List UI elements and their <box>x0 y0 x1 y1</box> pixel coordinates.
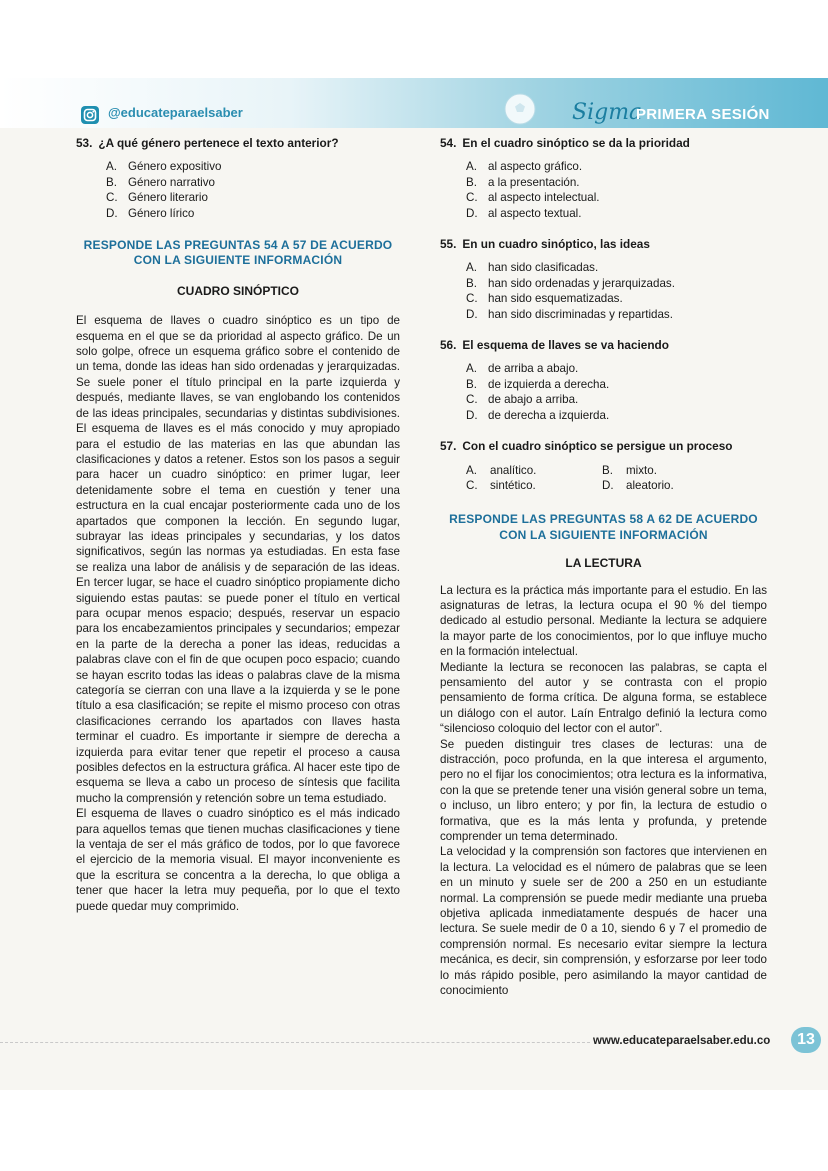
reading-paragraph: El esquema de llaves o cuadro sinóptico es el más indicado para aquellos temas que tienen muchas clasificaciones y tiene la ventaja de ser el más gráfico de todos, por lo que favorece el ejercicio de la memoria visual. El mayor inconveniente es que la escritura se concentra a la derecha, lo que obliga a tener que hacer la letra muy pequeña, por lo que el texto puede quedar muy comprimido. <box>76 807 400 913</box>
option-marked: B. han sido ordenadas y jerarquizadas. <box>466 276 675 290</box>
option: A. Género expositivo <box>106 160 222 174</box>
right-column <box>440 136 767 999</box>
soccer-ball-icon <box>503 92 537 126</box>
reading-title: LA LECTURA <box>565 556 642 571</box>
option: D. al aspecto textual. <box>466 206 582 220</box>
reading-paragraph: Mediante la lectura se reconocen las palabras, se capta el pensamiento del autor y se contrasta con el propio pensamiento de forma crítica. De alguna forma, se establece un diálogo con el autor. Laín Entralgo definió la lectura como “silencioso coloquio del lector con el autor”. <box>440 660 767 736</box>
option: D. han sido discriminadas y repartidas. <box>466 307 673 321</box>
reading-paragraph: Se pueden distinguir tres clases de lecturas: una de distracción, poco profunda, en la que interesa el argumento, pero no el fijar los conocimientos; otra lectura es la informativa, con la que se pretende tener una visión general sobre un tema, o incluso, un libro entero; y por fin, la lectura de estudio o formativa, que es la más lenta y profunda, y pretende comprender un tema determinado. <box>440 737 767 844</box>
option: D. aleatorio. <box>602 478 674 492</box>
option: B. de izquierda a derecha. <box>466 377 610 391</box>
question-56-options <box>466 361 767 423</box>
question-57: 57. Con el cuadro sinóptico se persigue un proceso <box>440 439 733 454</box>
footer-divider <box>0 1042 590 1043</box>
option: C. sintético. <box>466 478 536 492</box>
option: C. Género literario <box>106 191 208 205</box>
option: D. de derecha a izquierda. <box>466 408 610 422</box>
page-number-badge: 13 <box>791 1027 821 1053</box>
option: C. han sido esquematizadas. <box>466 292 623 306</box>
option: B. mixto. <box>602 463 657 477</box>
reading-paragraph: El esquema de llaves o cuadro sinóptico es un tipo de esquema en el que se da prioridad al aspecto gráfico. De un solo golpe, ofrece un esquema gráfico sobre el contenido de un tema, donde las ideas han sido ordenadas y jerarquizadas. Se suele poner el título principal en la parte izquierda y después, mediante llaves, se van englobando los contenidos de las ideas principales, secundarias y distintas subdivisiones. El esquema de llaves es el más conocido y muy apropiado para el estudio de las materias en las que abundan las clasificaciones y datos a retener. Estos son los pasos a seguir para hacer un cuadro sinóptico: en primer lugar, leer detenidamente sobre el tema en cuestión y tener una estructura en la cual encajar posteriormente cada uno de los apartados que componen la lección. En segundo lugar, subrayar las ideas principales y secundarias, y los datos significativos, según las normas ya estudiadas. En esta fase se realiza una labor de análisis y de separación de las ideas. En tercer lugar, se hace el cuadro sinóptico propiamente dicho siguiendo estas pautas: se puede poner el título en vertical para ocupar menos espacio; después, reservar un espacio para los encabezamientos principales y secundarios; empezar en la parte de la derecha a poner las ideas, reducidas a palabras clave con el fin de que ocupen poco espacio; cuando se hayan escrito todas las ideas o palabras clave de la misma categoría se cierran con una llave a la izquierda y se le pone título a esa clasificación; se repite el mismo proceso con otras clasificaciones cerrando los apartados con llaves hasta terminar el cuadro. Es importante ir siempre de derecha a izquierda para evitar tener que repetir el proceso a causa posibles defectos en la estructura gráfica. Al hacer este tipo de esquema se lleva a cabo un proceso de síntesis que facilita mucho la comprensión y retención sobre un tema estudiado. <box>76 314 400 805</box>
question-53: 53. ¿A qué género pertenece el texto anterior? <box>76 136 339 150</box>
footer-url: www.educateparaelsaber.edu.co <box>593 1035 771 1047</box>
option: A. analítico. <box>466 463 537 477</box>
left-column <box>76 136 400 914</box>
reading-paragraph: La velocidad y la comprensión son factores que intervienen en la lectura. La velocidad es el número de palabras que se leen en un minuto y suele ser de 200 a 250 en un estudiante normal. La comprensión se puede medir mediante una prueba objetiva aplicada inmediatamente después de hacer una lectura. Se suele medir de 0 a 10, siendo 6 y 7 el promedio de comprensión normal. Es necesario evitar siempre la lectura mecánica, es decir, sin comprensión, y esforzarse por leer todo lo más rápido posible, pero asimilando la mayor cantidad de conocimiento <box>440 845 767 998</box>
session-title: PRIMERA SESIÓN <box>636 106 770 123</box>
social-handle: @educateparaelsaber <box>108 105 243 120</box>
question-53-options <box>106 159 400 221</box>
section-instruction: RESPONDE LAS PREGUNTAS 58 A 62 DE ACUERDO CON LA SIGUIENTE INFORMACIÓN <box>449 512 758 542</box>
option: D. Género lírico <box>106 206 195 220</box>
instagram-icon <box>81 106 99 124</box>
option: C. al aspecto intelectual. <box>466 191 600 205</box>
option: A. han sido clasificadas. <box>466 261 599 275</box>
option: A. de arriba a abajo. <box>466 362 579 376</box>
question-57-options <box>466 463 767 494</box>
worksheet-page <box>0 78 828 1090</box>
option: C. de abajo a arriba. <box>466 393 579 407</box>
reading-title: CUADRO SINÓPTICO <box>176 283 299 298</box>
question-54: 54. En el cuadro sinóptico se da la prioridad <box>440 136 690 150</box>
option: A. al aspecto gráfico. <box>466 160 583 174</box>
question-54-options <box>466 159 767 221</box>
question-55-options <box>466 260 767 322</box>
question-56: 56. El esquema de llaves se va haciendo <box>440 338 669 353</box>
section-instruction: RESPONDE LAS PREGUNTAS 54 A 57 DE ACUERDO CON LA SIGUIENTE INFORMACIÓN <box>83 238 393 268</box>
question-55: 55. En un cuadro sinóptico, las ideas <box>440 237 650 252</box>
option: B. a la presentación. <box>466 175 580 189</box>
option: B. Género narrativo <box>106 175 215 189</box>
reading-paragraph: La lectura es la práctica más importante para el estudio. En las asignaturas de letras, la lectura ocupa el 90 % del tiempo dedicado al estudio personal. Mediante la lectura se adquiere la mayor parte de los conocimientos, por lo que influye mucho en la formación intelectual. <box>440 583 767 659</box>
brand-logo: Sigma <box>572 100 643 125</box>
